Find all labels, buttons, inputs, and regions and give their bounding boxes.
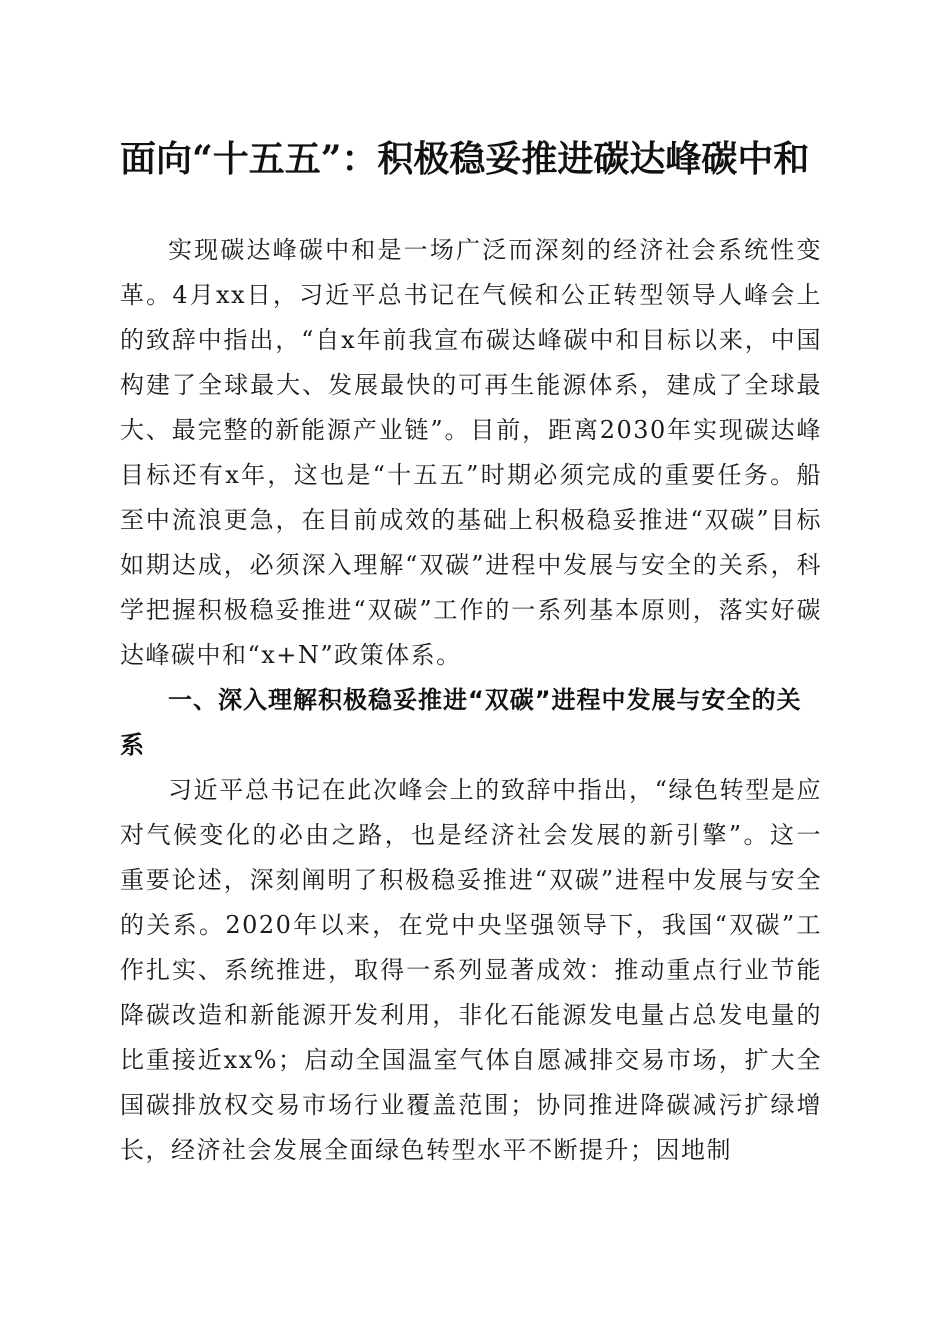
section-paragraph: 习近平总书记在此次峰会上的致辞中指出，“绿色转型是应对气候变化的必由之路，也是经济社会发展的新引擎”。这一重要论述，深刻阐明了积极稳妥推进“双碳”进程中发展与安全的关系。2020年以来，在党中央坚强领导下，我国“双碳”工作扎实、系统推进，取得一系列显著成效：推动重点行业节能降碳改造和新能源开发利用，非化石能源发电量占总发电量的比重接近xx%；启动全国温室气体自愿减排交易市场，扩大全国碳排放权交易市场行业覆盖范围；协同推进降碳减污扩绿增长，经济社会发展全面绿色转型水平不断提升；因地制 [120, 776, 822, 1164]
intro-paragraph: 实现碳达峰碳中和是一场广泛而深刻的经济社会系统性变革。4月xx日，习近平总书记在气候和公正转型领导人峰会上的致辞中指出，“自x年前我宣布碳达峰碳中和目标以来，中国构建了全球最大、发展最快的可再生能源体系，建成了全球最大、最完整的新能源产业链”。目前，距离2030年实现碳达峰目标还有x年，这也是“十五五”时期必须完成的重要任务。船至中流浪更急，在目前成效的基础上积极稳妥推进“双碳”目标如期达成，必须深入理解“双碳”进程中发展与安全的关系，科学把握积极稳妥推进“双碳”工作的一系列基本原则，落实好碳达峰碳中和“x+N”政策体系。 [120, 236, 822, 669]
document-body [120, 228, 822, 1173]
document-title: 面向“十五五”：积极稳妥推进碳达峰碳中和 [120, 138, 810, 180]
section-heading: 一、深入理解积极稳妥推进“双碳”进程中发展与安全的关系 [120, 686, 802, 759]
